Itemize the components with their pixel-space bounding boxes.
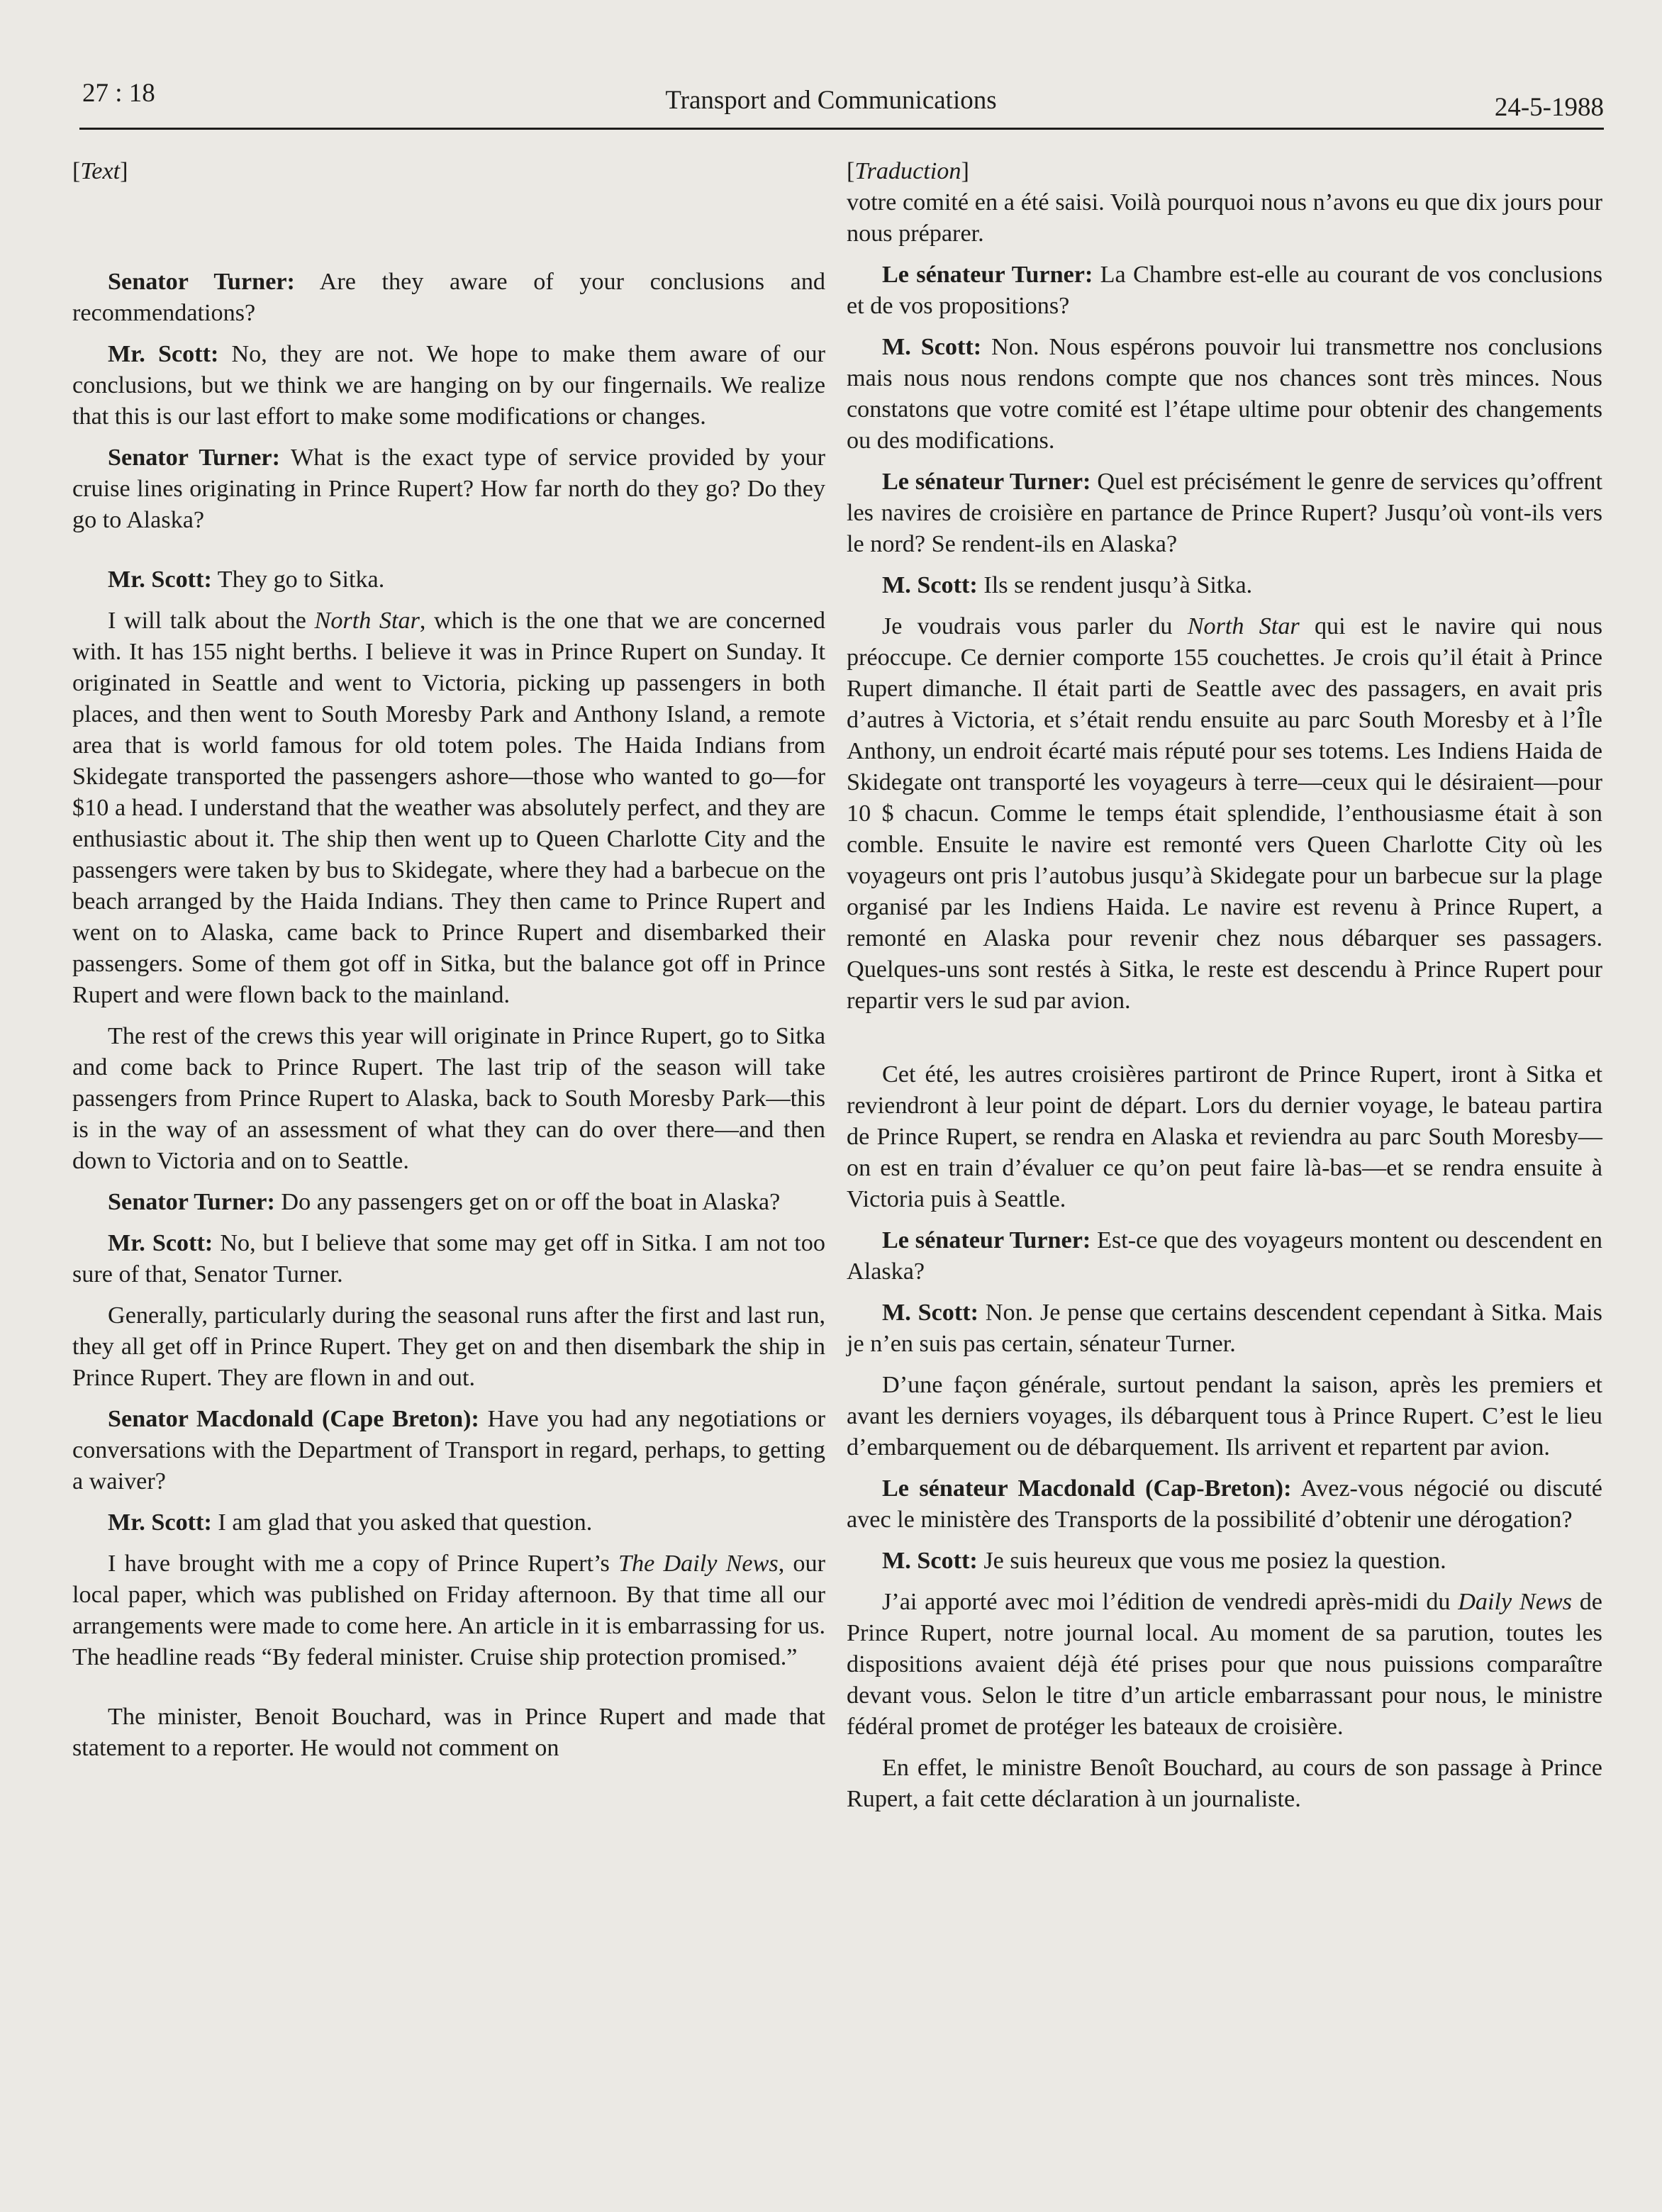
paragraph: J’ai apporté avec moi l’édition de vendredi après-midi du Daily News de Prince Rupert, notre journal local. Au moment de sa parution, toutes les dispositions avaient déjà été prises pour que nous puissions comparaître devant vous. Selon le titre d’un article embarrassant pour nous, le ministre fédéral promet de protéger les bateaux de croisière.	[847, 1589, 1602, 1740]
paragraph: En effet, le ministre Benoît Bouchard, au cours de son passage à Prince Rupert, a fait cette déclaration à un journaliste.	[847, 1755, 1602, 1812]
paragraph: M. Scott: Non. Je pense que certains descendent cependant à Sitka. Mais je n’en suis pas certain, sénateur Turner.	[847, 1300, 1602, 1357]
paragraph: Senator Macdonald (Cape Breton): Have you had any negotiations or conversations with the Department of Transport in regard, perhaps, to getting a waiver?	[72, 1406, 825, 1495]
paragraph: The minister, Benoit Bouchard, was in Prince Rupert and made that statement to a reporter. He would not comment on	[72, 1704, 825, 1761]
page-number: 27 : 18	[82, 79, 155, 108]
paragraph: Cet été, les autres croisières partiront de Prince Rupert, iront à Sitka et reviendront à leur point de départ. Lors du dernier voyage, le bateau partira de Prince Rupert, se rendra en Alaska et reviendra au parc South Moresby—on est en train d’évaluer ce qu’on peut faire là-bas—et se rendra ensuite à Victoria puis à Seattle.	[847, 1061, 1602, 1212]
french-column	[847, 156, 1602, 1825]
paragraph: I will talk about the North Star, which is the one that we are concerned with. It has 155 night berths. I believe it was in Prince Rupert on Sunday. It originated in Seattle and went to Victoria, picking up passengers in both places, and then went to South Moresby Park and Anthony Island, a remote area that is world famous for old totem poles. The Haida Indians from Skidegate transported the passengers ashore—those who wanted to go—for $10 a head. I understand that the weather was absolutely perfect, and they are enthusiastic about it. The ship then went up to Queen Charlotte City and the passengers were taken by bus to Skidegate, where they had a barbecue on the beach arranged by the Haida Indians. They then came to Prince Rupert and went on to Alaska, came back to Prince Rupert and disembarked their passengers. Some of them got off in Sitka, but the balance got off in Prince Rupert and were flown back to the mainland.	[72, 608, 826, 1008]
paragraph: Senator Turner: What is the exact type of service provided by your cruise lines originating in Prince Rupert? How far north do they go? Do they go to Alaska?	[72, 445, 825, 533]
speaker: Mr. Scott:	[108, 566, 212, 593]
speaker: Le sénateur Turner:	[882, 1227, 1091, 1253]
paragraph: Generally, particularly during the seasonal runs after the first and last run, they all get off in Prince Rupert. They get on and then disembark the ship in Prince Rupert. They are flown in and out.	[72, 1302, 825, 1391]
paragraph: I have brought with me a copy of Prince Rupert’s The Daily News, our local paper, which was published on Friday afternoon. By that time all our arrangements were made to come here. An article in it is embarrassing for us. The headline reads “By federal minister. Cruise ship protection promised.”	[72, 1551, 825, 1670]
speaker: Le sénateur Turner:	[882, 262, 1093, 288]
page-date: 24-5-1988	[1494, 93, 1604, 122]
speaker: Senator Turner:	[108, 269, 295, 295]
paragraph: The rest of the crews this year will originate in Prince Rupert, go to Sitka and come back to Prince Rupert. The last trip of the season will take passengers from Prince Rupert to Alaska, back to South Moresby Park—this is in the way of an assessment of what they can do over there—and then down to Victoria and on to Seattle.	[72, 1023, 825, 1174]
paragraph: Je voudrais vous parler du North Star qui est le navire qui nous préoccupe. Ce dernier comporte 155 couchettes. Je crois qu’il était à Prince Rupert dimanche. Il était parti de Seattle avec des passagers, en avait pris d’autres à Victoria, et s’était rendu ensuite au parc South Moresby et à l’Île Anthony, un endroit écarté mais réputé pour ses totems. Les Indiens Haida de Skidegate ont transporté les voyageurs à terre—ceux qui le désiraient—pour 10 $ chacun. Comme le temps était splendide, l’enthousiasme était à son comble. Ensuite le navire est remonté vers Queen Charlotte City où les voyageurs ont pris l’autobus jusqu’à Skidegate pour un barbecue sur la plage organisé par les Indiens Haida. Le navire est revenu à Prince Rupert, a remonté en Alaska pour revenir chez nous débarquer ses passagers. Quelques-uns sont restés à Sitka, le reste est descendu à Prince Rupert pour repartir vers le sud par avion.	[847, 613, 1602, 1014]
speaker: Senator Turner:	[108, 445, 280, 471]
paragraph: Le sénateur Macdonald (Cap-Breton): Avez-vous négocié ou discuté avec le ministère des Transports de la possibilité d’obtenir une dérogation?	[847, 1475, 1602, 1533]
paragraph: Mr. Scott: No, but I believe that some may get off in Sitka. I am not too sure of that, Senator Turner.	[72, 1230, 825, 1287]
page-header	[0, 0, 1662, 142]
paragraph: M. Scott: Non. Nous espérons pouvoir lui transmettre nos conclusions mais nous nous rendons compte que nos chances sont très minces. Nous constatons que votre comité est l’étape ultime pour obtenir des changements ou des modifications.	[847, 334, 1602, 454]
speaker: Le sénateur Macdonald (Cap-Breton):	[882, 1475, 1292, 1502]
section-label-traduction: [Traduction]	[847, 158, 969, 184]
speaker: M. Scott:	[882, 1548, 978, 1574]
speaker: Mr. Scott:	[108, 341, 219, 367]
paragraph: Le sénateur Turner: La Chambre est-elle au courant de vos conclusions et de vos propositions?	[847, 262, 1602, 319]
paragraph: votre comité en a été saisi. Voilà pourquoi nous n’avons eu que dix jours pour nous préparer.	[847, 189, 1602, 247]
paragraph: M. Scott: Ils se rendent jusqu’à Sitka.	[882, 572, 1253, 598]
speaker: Senator Macdonald (Cape Breton):	[108, 1406, 479, 1432]
paragraph: Mr. Scott: I am glad that you asked that question.	[108, 1509, 593, 1536]
speaker: Senator Turner:	[108, 1189, 275, 1215]
header-rule	[79, 128, 1604, 130]
paragraph: Senator Turner: Are they aware of your conclusions and recommendations?	[72, 269, 826, 326]
speaker: M. Scott:	[882, 1300, 979, 1326]
paragraph: Mr. Scott: No, they are not. We hope to make them aware of our conclusions, but we think we are hanging on by our fingernails. We realize that this is our last effort to make some modifications or changes.	[72, 341, 825, 430]
paragraph: Le sénateur Turner: Quel est précisément le genre de services qu’offrent les navires de croisière en partance de Prince Rupert? Jusqu’où vont-ils vers le nord? Se rendent-ils en Alaska?	[847, 469, 1603, 557]
paragraph: M. Scott: Je suis heureux que vous me posiez la question.	[882, 1548, 1446, 1574]
speaker: M. Scott:	[882, 334, 982, 360]
paragraph: D’une façon générale, surtout pendant la saison, après les premiers et avant les derniers voyages, ils débarquent tous à Prince Rupert. C’est le lieu d’embarquement ou de débarquement. Ils arrivent et repartent par avion.	[847, 1372, 1602, 1460]
speaker: M. Scott:	[882, 572, 978, 598]
running-title: Transport and Communications	[665, 86, 997, 115]
paragraph: Mr. Scott: They go to Sitka.	[108, 566, 385, 593]
paragraph: Le sénateur Turner: Est-ce que des voyageurs montent ou descendent en Alaska?	[847, 1227, 1603, 1285]
speaker: Le sénateur Turner:	[882, 469, 1091, 495]
paragraph: Senator Turner: Do any passengers get on or off the boat in Alaska?	[108, 1189, 781, 1215]
english-column	[72, 156, 825, 1774]
section-label-text: [Text]	[72, 158, 128, 184]
speaker: Mr. Scott:	[108, 1230, 213, 1256]
speaker: Mr. Scott:	[108, 1509, 212, 1536]
